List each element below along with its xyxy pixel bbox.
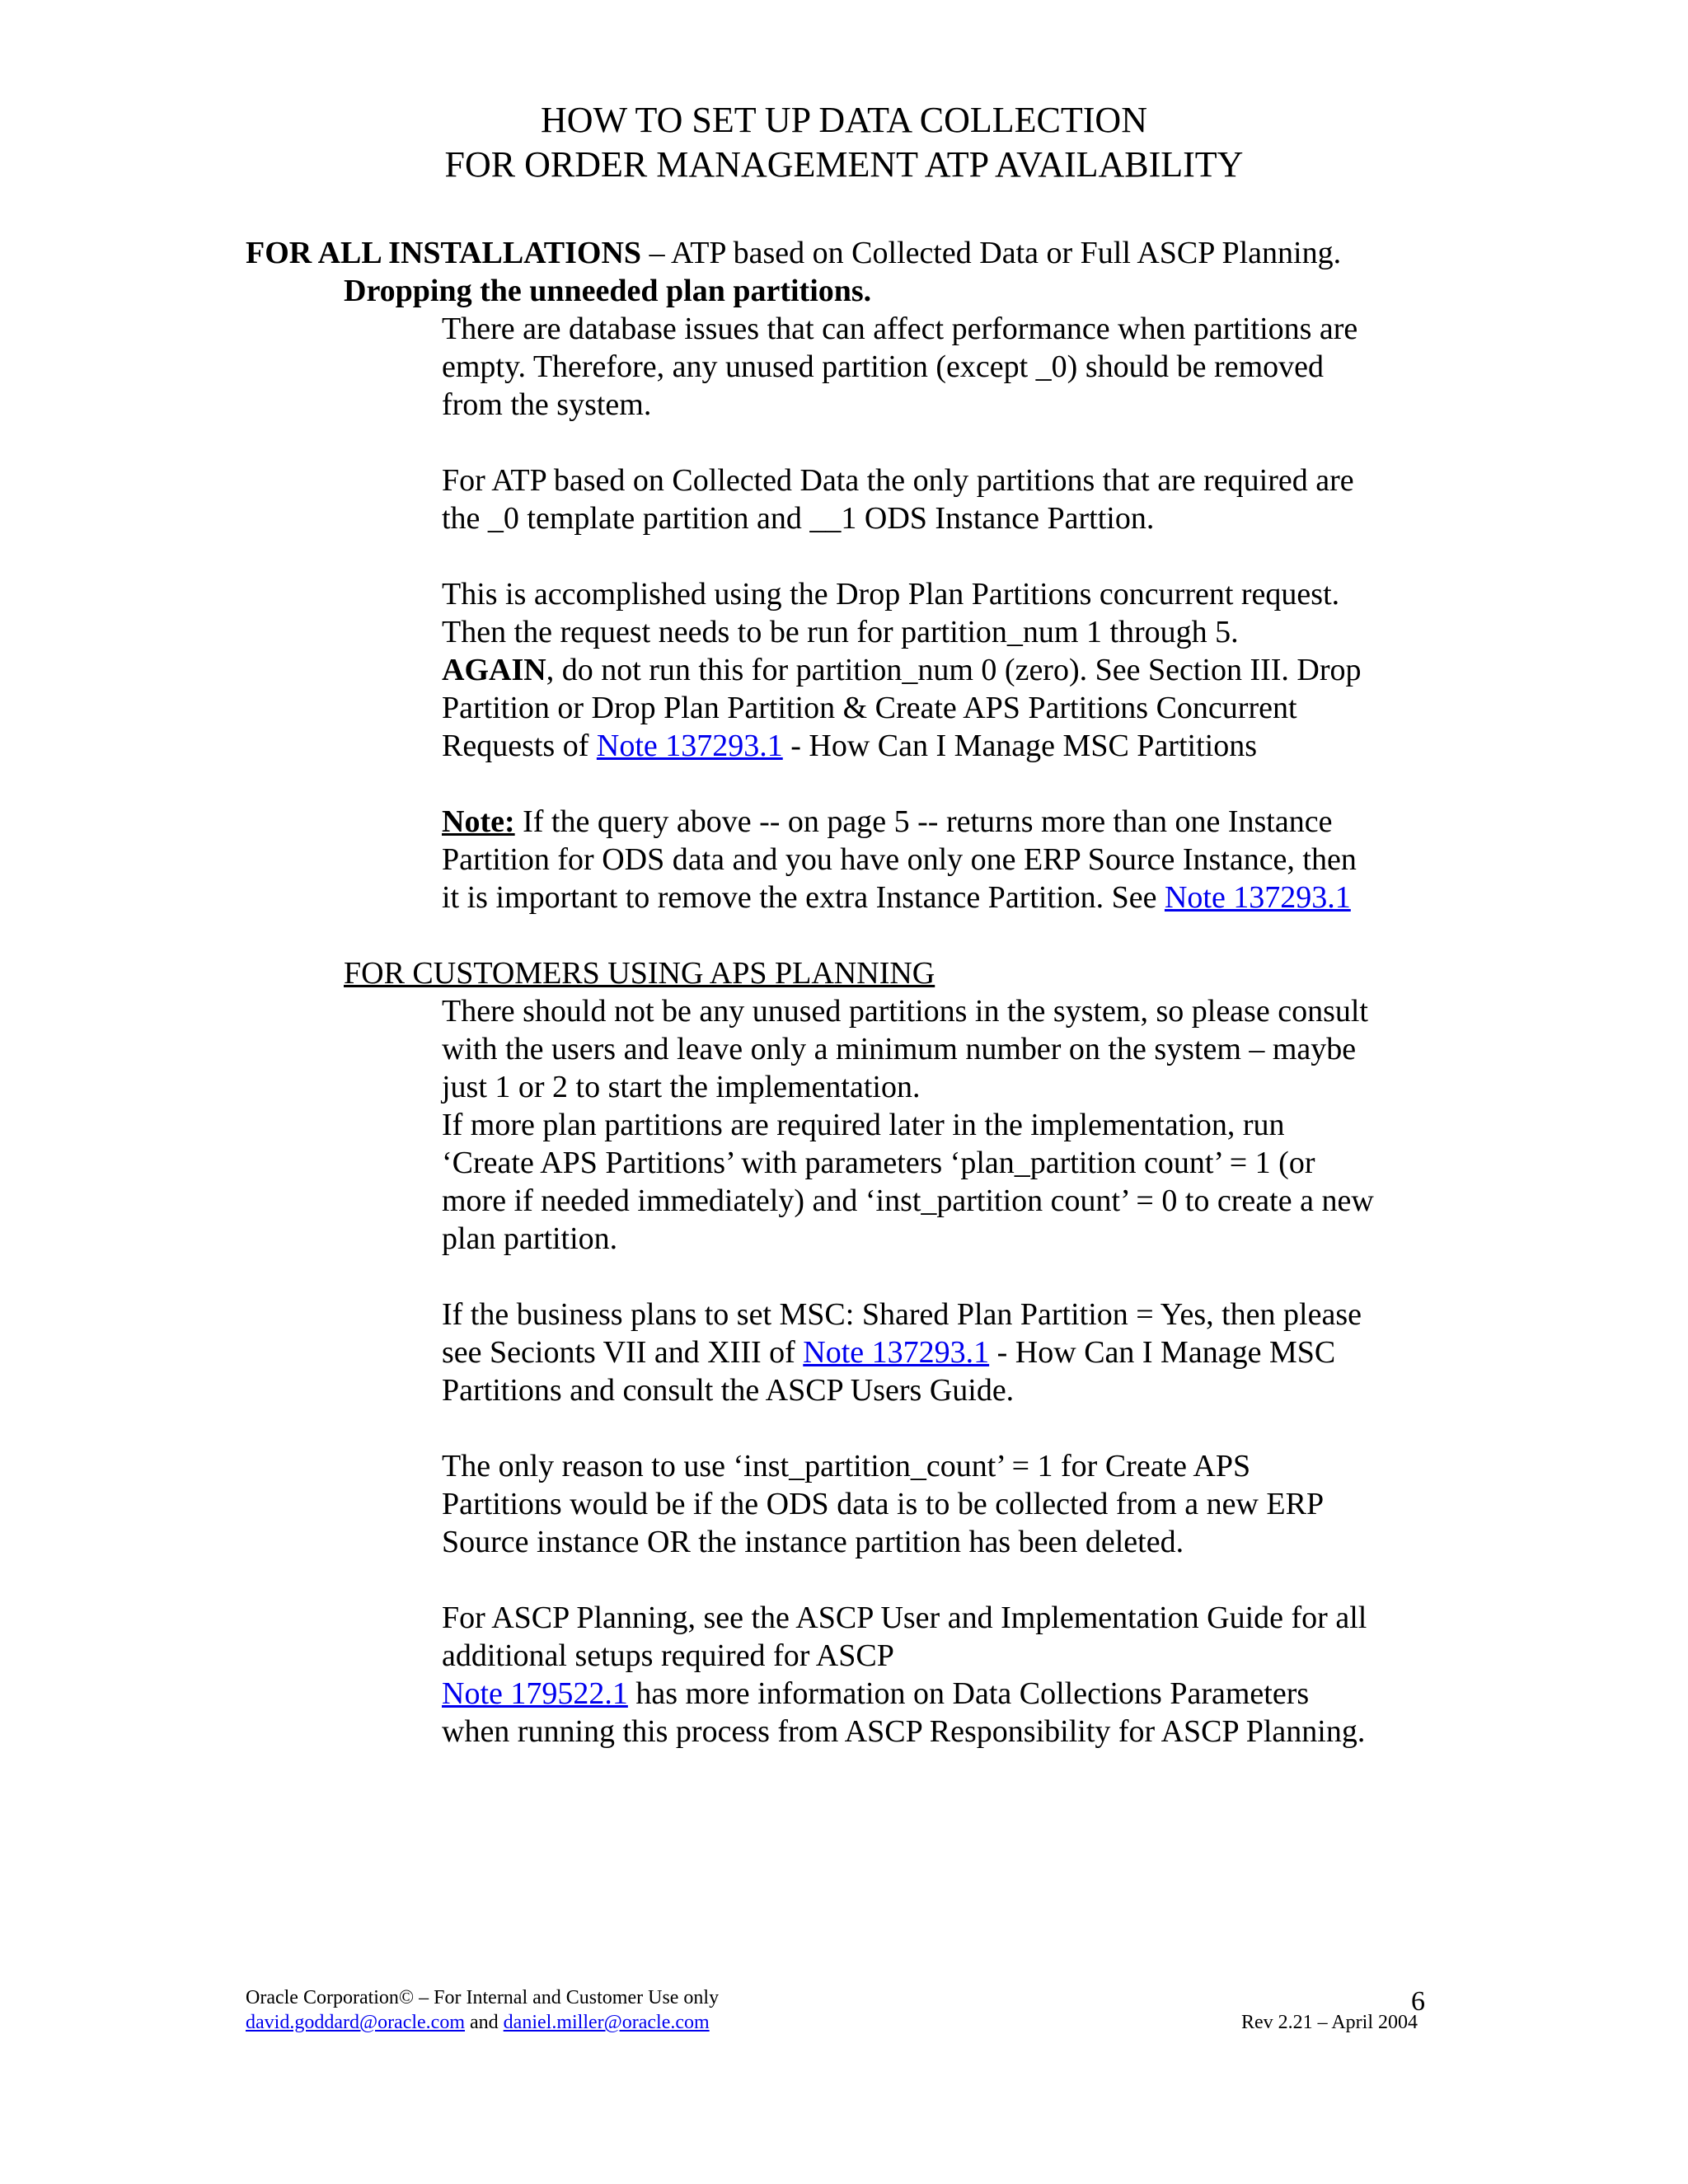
para3-line5-pre: Requests of — [442, 729, 597, 763]
para3-line — [442, 651, 1362, 689]
aps-para4-line: additional setups required for ASCP — [442, 1638, 894, 1673]
aps-para2-line: If the business plans to set MSC: Shared Plan Partition = Yes, then please — [442, 1297, 1362, 1332]
aps-para1-line: If more plan partitions are required later in the implementation, run — [442, 1108, 1285, 1142]
footer-copyright: Oracle Corporation© – For Internal and Customer Use only — [246, 1987, 720, 2008]
para1-line: empty. Therefore, any unused partition (except _0) should be removed — [442, 349, 1324, 384]
aps-para4-line: when running this process from ASCP Responsibility for ASCP Planning. — [442, 1714, 1366, 1749]
aps-para2-line2-pre: see Secionts VII and XIII of — [442, 1335, 804, 1370]
note-137293-link[interactable]: Note 137293.1 — [1164, 880, 1351, 915]
email-link-goddard[interactable]: david.goddard@oracle.com — [246, 2012, 466, 2033]
note-line: Partition for ODS data and you have only one ERP Source Instance, then — [442, 842, 1357, 877]
for-all-installations-heading: FOR ALL INSTALLATIONS — [246, 236, 642, 270]
note-line — [442, 879, 1351, 916]
note-179522-link[interactable]: Note 179522.1 — [442, 1676, 628, 1711]
aps-para4-line3-post: has more information on Data Collections Parameters — [627, 1676, 1310, 1711]
para3-line: This is accomplished using the Drop Plan Partitions concurrent request. — [442, 577, 1340, 612]
aps-para2-line — [442, 1333, 1335, 1371]
para2-line: the _0 template partition and __1 ODS Instance Parttion. — [442, 501, 1155, 536]
note-137293-link[interactable]: Note 137293.1 — [596, 729, 783, 763]
title-line-2: FOR ORDER MANAGEMENT ATP AVAILABILITY — [444, 144, 1244, 185]
para2-line: For ATP based on Collected Data the only partitions that are required are — [442, 463, 1354, 498]
aps-para3-line: Partitions would be if the ODS data is to be collected from a new ERP — [442, 1487, 1325, 1521]
para1-line: There are database issues that can affect performance when partitions are — [442, 312, 1358, 346]
aps-para2-line2-post: - How Can I Manage MSC — [989, 1335, 1336, 1370]
aps-para1-line: more if needed immediately) and ‘inst_partition count’ = 0 to create a new — [442, 1183, 1374, 1218]
para3-line: Partition or Drop Plan Partition & Create APS Partitions Concurrent — [442, 691, 1297, 725]
email-link-miller[interactable]: daniel.miller@oracle.com — [503, 2012, 710, 2033]
title-line-1: HOW TO SET UP DATA COLLECTION — [541, 100, 1147, 140]
para3-line — [442, 727, 1257, 765]
para1-line: from the system. — [442, 387, 652, 422]
aps-para3-line: Source instance OR the instance partition has been deleted. — [442, 1525, 1184, 1559]
aps-para4-line: For ASCP Planning, see the ASCP User and Implementation Guide for all — [442, 1601, 1367, 1635]
intro-line — [246, 234, 1341, 272]
note-line — [442, 803, 1332, 841]
note-label: Note: — [442, 804, 515, 839]
intro-rest: – ATP based on Collected Data or Full ASCP Planning. — [641, 236, 1342, 270]
page-number: 6 — [1411, 1986, 1425, 2017]
aps-para1-line: with the users and leave only a minimum number on the system – maybe — [442, 1032, 1357, 1066]
aps-para4-line — [442, 1675, 1309, 1713]
aps-para1-line: There should not be any unused partitions in the system, so please consult — [442, 994, 1368, 1029]
para3-line5-post: - How Can I Manage MSC Partitions — [782, 729, 1257, 763]
footer-emails — [246, 2011, 710, 2035]
subheading-dropping-partitions: Dropping the unneeded plan partitions. — [344, 274, 872, 308]
footer-and: and — [465, 2012, 504, 2033]
footer-revision: Rev 2.21 – April 2004 — [1241, 2012, 1418, 2033]
aps-planning-heading: FOR CUSTOMERS USING APS PLANNING — [344, 956, 935, 991]
note-line1-rest: If the query above -- on page 5 -- returns more than one Instance — [514, 804, 1333, 839]
aps-para3-line: The only reason to use ‘inst_partition_count’ = 1 for Create APS — [442, 1449, 1251, 1483]
aps-para2-line: Partitions and consult the ASCP Users Guide. — [442, 1373, 1015, 1408]
aps-para1-line: just 1 or 2 to start the implementation. — [442, 1070, 921, 1104]
note-137293-link[interactable]: Note 137293.1 — [803, 1335, 990, 1370]
again-emphasis: AGAIN — [442, 653, 546, 687]
para3-line3-rest: , do not run this for partition_num 0 (zero). See Section III. Drop — [546, 653, 1362, 687]
aps-para1-line: plan partition. — [442, 1221, 618, 1256]
note-line3-pre: it is important to remove the extra Instance Partition. See — [442, 880, 1165, 915]
para3-line: Then the request needs to be run for partition_num 1 through 5. — [442, 615, 1239, 649]
aps-para1-line: ‘Create APS Partitions’ with parameters ‘plan_partition count’ = 1 (or — [442, 1146, 1315, 1180]
